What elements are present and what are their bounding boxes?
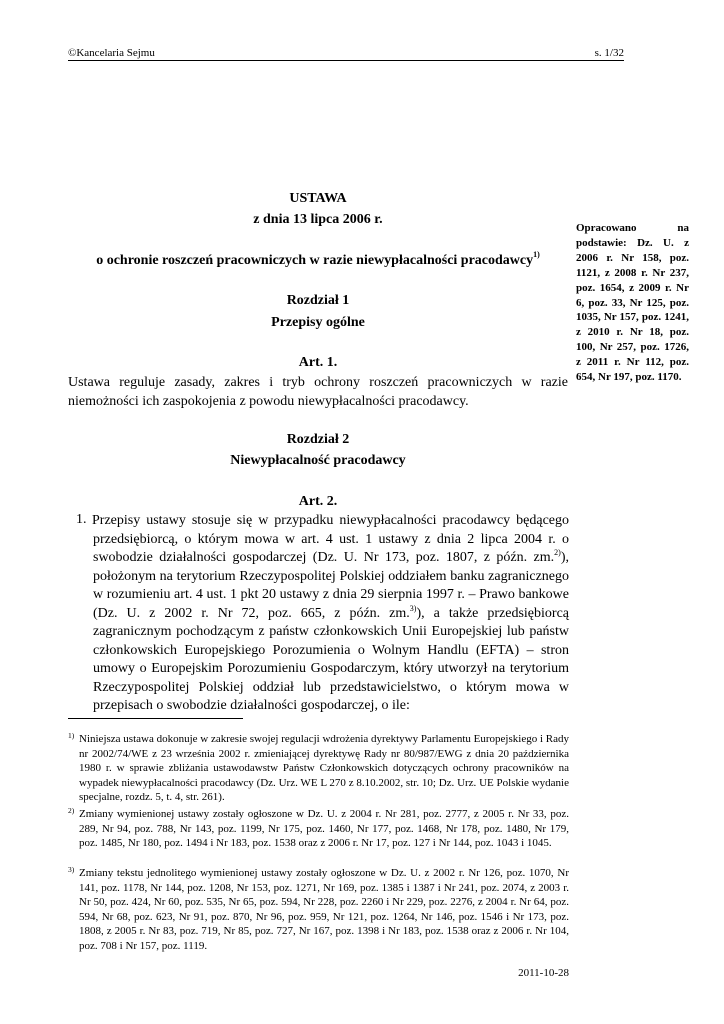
art-2-item-1-part-2: ), położonym na terytorium Rzeczypospolitej Polskiej oddziałem banku zagranicznego w rozumieniu art. 4 ust. 1 pkt 20 ustawy z dnia 29 sierpnia 1997 r. – Prawo bankowe (Dz. U. z 2002 r. Nr 72, poz. 665, z późn. zm. bbox=[93, 550, 569, 621]
page-number: s. 1/32 bbox=[594, 47, 624, 59]
footnote-ref-1: 1) bbox=[533, 250, 540, 259]
footnote-1-text: Niniejsza ustawa dokonuje w zakresie swojej regulacji wdrożenia dyrektywy Parlamentu Europejskiego i Rady nr 2002/74/WE z 23 września 2002 r. zmieniającej dyrektywę Rady nr 80/987/EWG z dnia 20 października 1980 r. w sprawie zbliżania ustawodawstw Państw Członkowskich dotyczących ochrony pracowników na wypadek niewypłacalności pracodawcy (Dz. Urz. WE L 270 z 8.10.2002, str. 10; Dz. Urz. UE Polskie wydanie specjalne, rozdz. 5, t. 4, str. 261). bbox=[79, 733, 569, 804]
footnote-2-mark: 2) bbox=[68, 806, 75, 815]
chapter-2-number: Rozdział 2 bbox=[286, 432, 350, 447]
footnote-1 bbox=[68, 732, 569, 805]
footnote-2-text: Zmiany wymienionej ustawy zostały ogłoszone w Dz. U. z 2004 r. Nr 281, poz. 2777, z 2005 r. Nr 33, poz. 289, Nr 94, poz. 788, Nr 143, poz. 1199, Nr 175, poz. 1460, Nr 177, poz. 1468, Nr 178, poz. 1480, Nr 179, poz. 1485, Nr 180, poz. 1494 i Nr 183, poz. 1538 oraz z 2006 r. Nr 17, poz. 127 i Nr 144, poz. 1043 i 1045. bbox=[79, 808, 569, 850]
footer-date: 2011-10-28 bbox=[518, 967, 569, 979]
art-2-item-1-part-3: ), a także przedsiębiorcą zagranicznym pochodzącym z państw członkowskich Unii Europejskiej lub państw członkowskich Europejskiego Porozumienia o Wolnym Handlu (EFTA) – stron umowy o Europejskim Porozumieniu Gospodarczym, który utworzył na terytorium Rzeczypospolitej Polskiej oddział lub przedstawicielstwo, o którym mowa w przepisach o swobodzie działalności gospodarczej, o ile: bbox=[93, 605, 569, 713]
art-2-item-1-number: 1. bbox=[76, 512, 87, 527]
act-subject bbox=[68, 250, 568, 269]
side-note: Opracowano na podstawie: Dz. U. z 2006 r. Nr 158, poz. 1121, z 2008 r. Nr 237, poz. 1654, z 2009 r. Nr 6, poz. 33, Nr 125, poz. 1035, Nr 157, poz. 1241, z 2010 r. Nr 18, poz. 100, Nr 257, poz. 1726, z 2011 r. Nr 112, poz. 654, Nr 197, poz. 1170. bbox=[576, 222, 689, 384]
footnote-3-text: Zmiany tekstu jednolitego wymienionej ustawy zostały ogłoszone w Dz. U. z 2002 r. Nr 126, poz. 1070, Nr 141, poz. 1178, Nr 144, poz. 1208, Nr 153, poz. 1271, Nr 169, poz. 1385 i 1387 i Nr 241, poz. 2074, z 2003 r. Nr 50, poz. 424, Nr 60, poz. 535, Nr 65, poz. 594, Nr 228, poz. 2260 i Nr 229, poz. 2276, z 2004 r. Nr 64, poz. 594, Nr 68, poz. 623, Nr 91, poz. 870, Nr 96, poz. 959, Nr 121, poz. 1264, Nr 146, poz. 1546 i Nr 173, poz. 1808, z 2005 r. Nr 83, poz. 719, Nr 85, poz. 727, Nr 167, poz. 1398 i Nr 183, poz. 1538 oraz z 2006 r. Nr 104, poz. 708 i Nr 157, poz. 1119. bbox=[79, 867, 569, 952]
art-2-heading: Art. 2. bbox=[298, 494, 338, 509]
art-2-item-1-text bbox=[93, 512, 569, 716]
chapter-1-number: Rozdział 1 bbox=[286, 293, 350, 308]
header-left: ©Kancelaria Sejmu bbox=[68, 47, 155, 59]
footnote-2 bbox=[68, 807, 569, 851]
footnote-3 bbox=[68, 866, 569, 954]
footnote-ref-3: 3) bbox=[409, 603, 417, 613]
art-2-item-1-part-1: Przepisy ustawy stosuje się w przypadku niewypłacalności pracodawcy będącego przedsiębiorcą, o którym mowa w art. 4 ust. 1 ustawy z dnia 2 lipca 2004 r. o swobodzie działalności gospodarczej (Dz. U. Nr 173, poz. 1807, z późn. zm. bbox=[92, 513, 569, 565]
art-1-heading: Art. 1. bbox=[298, 355, 338, 370]
footnote-3-mark: 3) bbox=[68, 865, 75, 874]
chapter-1-name: Przepisy ogólne bbox=[271, 315, 365, 330]
footnote-separator bbox=[68, 718, 243, 719]
act-subject-text: o ochronie roszczeń pracowniczych w razie niewypłacalności pracodawcy bbox=[96, 253, 534, 268]
footnote-1-mark: 1) bbox=[68, 731, 75, 740]
chapter-2-name: Niewypłacalność pracodawcy bbox=[230, 453, 406, 468]
act-kind: USTAWA bbox=[289, 191, 347, 206]
act-date: z dnia 13 lipca 2006 r. bbox=[253, 212, 383, 227]
art-1-text: Ustawa reguluje zasady, zakres i tryb ochrony roszczeń pracowniczych w razie niemożności ich zaspokojenia z powodu niewypłacalności pracodawcy. bbox=[68, 375, 568, 409]
footnote-ref-2: 2) bbox=[554, 548, 561, 557]
header-rule bbox=[68, 60, 624, 61]
